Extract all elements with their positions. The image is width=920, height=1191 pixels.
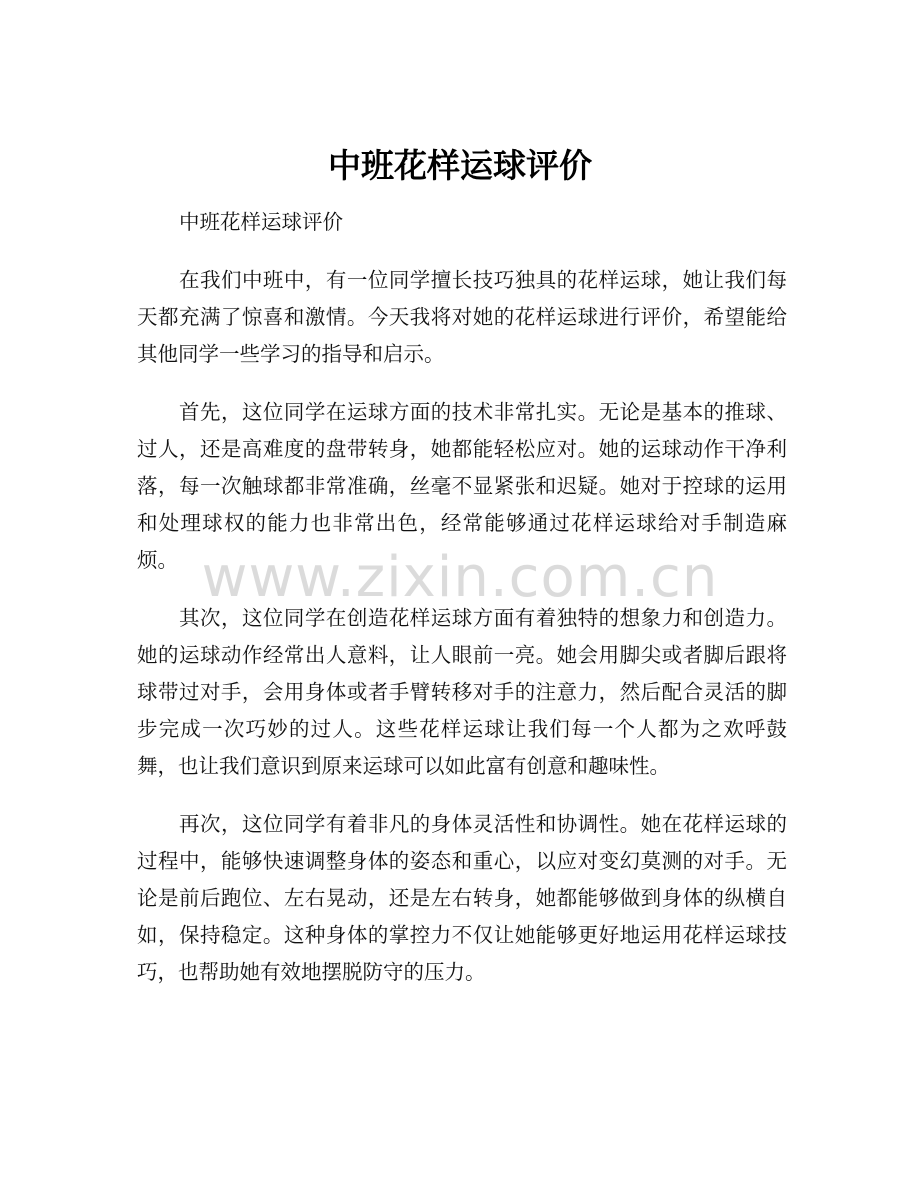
watermark-text: www.zixin.com.cn bbox=[201, 545, 719, 610]
paragraph-subtitle: 中班花样运球评价 bbox=[179, 210, 343, 234]
document-body bbox=[137, 204, 787, 1012]
paragraph-first: 首先，这位同学在运球方面的技术非常扎实。无论是基本的推球、过人，还是高难度的盘带转身，她都能轻松应对。她的运球动作干净利落，每一次触球都非常准确，丝毫不显紧张和迟疑。她对于控球的运用和处理球权的能力也非常出色，经常能够通过花样运球给对手制造麻烦。 bbox=[137, 400, 787, 572]
paragraph-intro: 在我们中班中，有一位同学擅长技巧独具的花样运球，她让我们每天都充满了惊喜和激情。今天我将对她的花样运球进行评价，希望能给其他同学一些学习的指导和启示。 bbox=[137, 268, 787, 366]
paragraph-second: 其次，这位同学在创造花样运球方面有着独特的想象力和创造力。她的运球动作经常出人意料，让人眼前一亮。她会用脚尖或者脚后跟将球带过对手，会用身体或者手臂转移对手的注意力，然后配合灵活的脚步完成一次巧妙的过人。这些花样运球让我们每一个人都为之欢呼鼓舞，也让我们意识到原来运球可以如此富有创意和趣味性。 bbox=[137, 606, 787, 778]
document-title: 中班花样运球评价 bbox=[328, 146, 592, 185]
paragraph-third: 再次，这位同学有着非凡的身体灵活性和协调性。她在花样运球的过程中，能够快速调整身体的姿态和重心，以应对变幻莫测的对手。无论是前后跑位、左右晃动，还是左右转身，她都能够做到身体的纵横自如，保持稳定。这种身体的掌控力不仅让她能够更好地运用花样运球技巧，也帮助她有效地摆脱防守的压力。 bbox=[137, 812, 787, 984]
